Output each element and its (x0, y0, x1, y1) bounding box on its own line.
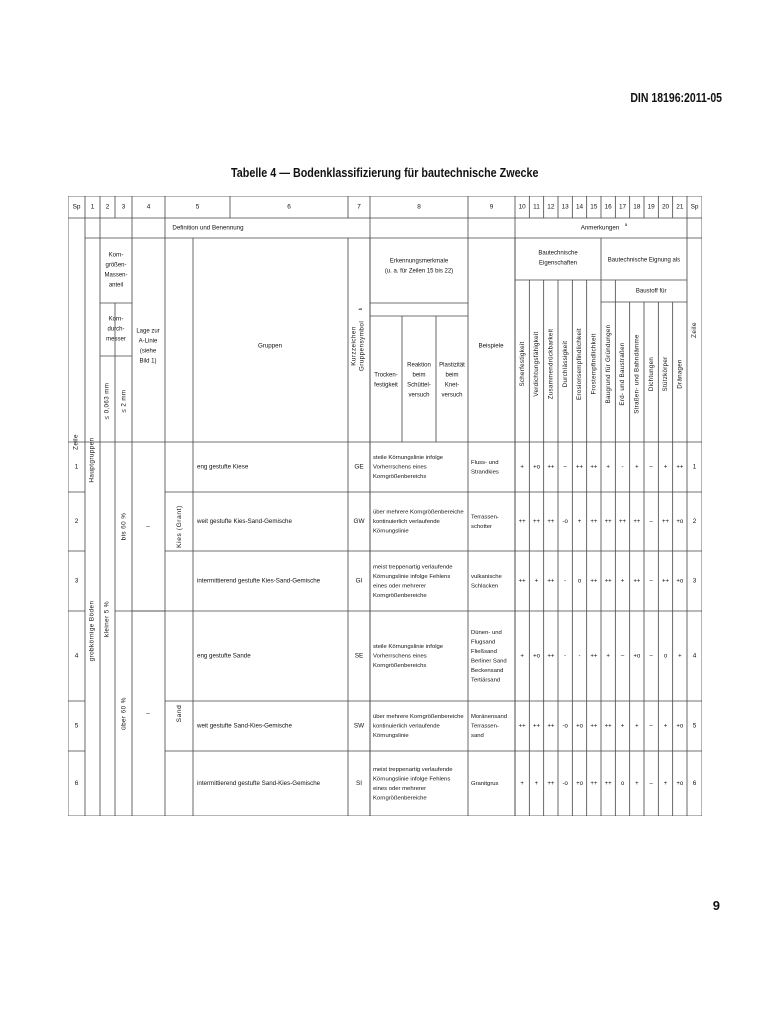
document-id: DIN 18196:2011-05 (630, 91, 722, 105)
plastizitaet-header: Plastizität (439, 362, 465, 369)
row-6-merkmal: eines oder mehrerer (373, 785, 427, 792)
header-le-2mm: ≤ 2 mm (120, 389, 128, 413)
row-2-rating-11: ++ (532, 519, 541, 526)
row-6-rating-13: -o (562, 781, 568, 788)
row-3-merkmal: meist treppenartig verlaufende (373, 564, 453, 571)
row-4-rating-20: o (663, 653, 668, 660)
row-3-beispiel: Schlacken (471, 583, 499, 590)
row-4-rating-19: – (649, 653, 653, 660)
page-number: 9 (712, 898, 720, 913)
property-header-6: Frostempfindlichkeit (590, 333, 598, 395)
row-2-rating-16: ++ (604, 519, 612, 526)
property-header-1: Scherfestigkeit (518, 341, 526, 387)
row-3-zeile: 3 (74, 577, 79, 585)
column-number-2: 2 (105, 203, 110, 211)
suitability-header-1: Baugrund für Gründungen (604, 324, 612, 404)
hauptgruppen-header: Hauptgruppen (88, 437, 96, 483)
massenanteil-header: Massen- (104, 272, 128, 279)
massenanteil-header: anteil (108, 282, 124, 289)
gruppensymbol-header: Gruppensymbol (358, 320, 366, 372)
row-1-zeile: 1 (74, 463, 79, 471)
row-4-rating-16: + (606, 653, 610, 660)
row-4-beispiel: Beckensand (471, 667, 504, 674)
row-5-zeile-right: 5 (692, 722, 697, 730)
row-2-rating-14: + (577, 519, 582, 526)
row-4-rating-15: ++ (590, 653, 598, 660)
column-number-sp: Sp (72, 203, 81, 211)
massenanteil-header: Korn- (108, 252, 124, 259)
row-4-gruppe: eng gestufte Sande (197, 652, 251, 660)
row-4-merkmal: steile Körnungslinie infolge (373, 644, 444, 651)
row-1-gruppe: eng gestufte Kiese (197, 463, 249, 471)
row-1-rating-11: +o (533, 464, 540, 471)
row-5-rating-17: + (620, 723, 625, 730)
row-4-beispiel: Dünen- und (471, 629, 502, 636)
a-linie-header: Lage zur (136, 328, 160, 335)
row-5-merkmal: über mehrere Korngrößenbereiche (373, 714, 464, 721)
row-6-rating-16: ++ (604, 781, 612, 788)
erkennungsmerkmale-header: (u. a. für Zeilen 15 bis 22) (384, 268, 454, 275)
row-6-kurzzeichen: SI (355, 780, 363, 788)
row-2-gruppe: weit gestufte Kies-Sand-Gemische (197, 518, 292, 526)
trockenfestigkeit-header: Trocken- (374, 372, 398, 379)
column-number-12: 12 (547, 203, 555, 211)
kurzzeichen-header: Kurzzeichen (350, 326, 358, 366)
row-5-gruppe: weit gestufte Sand-Kies-Gemische (197, 722, 292, 730)
row-1-beispiel: Strandkies (471, 469, 499, 476)
label-kleiner-5-prozent: kleiner 5 % (103, 600, 111, 638)
column-number-19: 19 (647, 203, 655, 211)
row-3-rating-11: + (534, 578, 539, 585)
a-linie-header: (siehe (139, 348, 157, 355)
row-3-rating-14: o (577, 578, 582, 585)
row-5-beispiel: Moränensand (471, 714, 508, 721)
row-1-merkmal: steile Körnungslinie infolge (373, 455, 444, 462)
row-2-rating-21: +o (676, 519, 684, 526)
row-6-rating-21: +o (676, 781, 684, 788)
column-number-18: 18 (633, 203, 641, 211)
row-3-merkmal: Korngrößenbereiche (373, 592, 427, 599)
row-2-rating-12: ++ (547, 519, 555, 526)
row-1-beispiel: Fluss- und (471, 459, 499, 466)
row-1-rating-18: + (635, 464, 639, 471)
row-3-rating-10: ++ (518, 578, 526, 585)
property-header-2: Verdichtungsfähigkeit (533, 331, 541, 397)
row-2-zeile-right: 2 (692, 518, 697, 526)
row-6-rating-12: ++ (547, 781, 555, 788)
row-6-rating-19: – (649, 781, 653, 788)
row-4-rating-14: - (578, 653, 581, 660)
row-5-rating-18: + (635, 723, 639, 730)
label-kies-grant: Kies (Grant) (175, 505, 183, 548)
column-number-6: 6 (287, 203, 291, 211)
row-1-rating-17: - (621, 464, 624, 471)
suitability-header-4: Dichtungen (647, 356, 655, 392)
row-3-zeile-right: 3 (692, 577, 697, 585)
gruppen-header: Gruppen (257, 342, 283, 350)
row-5-rating-16: ++ (604, 723, 612, 730)
row-6-merkmal: Körnungslinie infolge Fehlens (373, 776, 451, 783)
row-3-rating-16: ++ (604, 578, 612, 585)
korndurchmesser-header: durch- (107, 326, 125, 333)
row-3-rating-20: ++ (661, 578, 670, 585)
row-5-rating-19: – (649, 723, 653, 730)
row-6-zeile: 6 (74, 780, 79, 788)
row-1-rating-21: ++ (676, 464, 684, 471)
row-4-merkmal: Vorherrschens eines (373, 653, 427, 660)
property-header-3: Zusammendrückbarkeit (547, 328, 555, 400)
row-2-merkmal: kontinuierlich verlaufende (373, 519, 440, 526)
row-2-beispiel: Terrassen- (471, 514, 499, 521)
row-5-zeile: 5 (74, 722, 79, 730)
row-5-rating-20: + (663, 723, 668, 730)
reaktion-header: beim (412, 372, 426, 379)
row-6-merkmal: meist treppenartig verlaufende (373, 766, 453, 773)
column-number-10: 10 (518, 203, 526, 211)
erkennungsmerkmale-header: Erkennungsmerkmale (389, 258, 449, 265)
row-6-rating-20: + (663, 781, 668, 788)
row-4-rating-17: – (620, 653, 625, 660)
column-number-5: 5 (195, 203, 200, 211)
trockenfestigkeit-header: festigkeit (374, 382, 398, 389)
row-3-merkmal: eines oder mehrerer (373, 583, 427, 590)
row-6-beispiel: Granitgrus (471, 781, 499, 788)
row-3-rating-12: ++ (547, 578, 555, 585)
row-5-rating-14: +o (576, 723, 583, 730)
anmerkungen-header: Anmerkungen (580, 224, 620, 232)
row-5-beispiel: Terrassen- (471, 723, 499, 730)
kurzzeichen-footnote: b (358, 307, 364, 311)
row-2-beispiel: schotter (471, 523, 492, 530)
label-a-linie-lower: – (146, 710, 150, 718)
korndurchmesser-header: Korn- (108, 316, 124, 323)
row-3-rating-19: – (649, 578, 653, 585)
row-6-rating-15: ++ (590, 781, 598, 788)
row-6-rating-18: + (635, 781, 639, 788)
row-4-zeile: 4 (74, 652, 79, 660)
zeile-header: Zeile (72, 434, 80, 450)
row-6-rating-11: + (534, 781, 539, 788)
header-le-0-063mm: ≤ 0,063 mm (103, 382, 111, 420)
row-3-rating-13: - (564, 578, 567, 585)
row-1-rating-13: – (563, 464, 567, 471)
korndurchmesser-header: messer (106, 336, 126, 343)
row-5-rating-11: ++ (532, 723, 541, 730)
reaktion-header: Schüttel- (407, 382, 431, 389)
row-4-merkmal: Korngrößenbereichs (373, 663, 427, 670)
row-5-merkmal: Körnungslinie (373, 733, 409, 740)
column-number-14: 14 (575, 203, 584, 211)
row-4-beispiel: Berliner Sand (471, 658, 507, 665)
row-4-rating-21: + (678, 653, 682, 660)
row-2-rating-17: ++ (618, 519, 627, 526)
row-3-rating-17: + (620, 578, 625, 585)
column-number-sp-right: Sp (690, 203, 699, 211)
row-6-merkmal: Korngrößenbereiche (373, 795, 427, 802)
row-5-beispiel: sand (471, 733, 484, 740)
row-4-rating-18: +o (633, 653, 641, 660)
column-number-1: 1 (90, 203, 95, 211)
row-4-zeile-right: 4 (692, 652, 697, 660)
bautechnische-eigenschaften-header: Eigenschaften (538, 260, 578, 267)
row-5-kurzzeichen: SW (353, 722, 365, 730)
column-number-20: 20 (661, 203, 670, 211)
label-bis-60-prozent: bis 60 % (120, 512, 128, 541)
row-3-rating-21: +o (676, 578, 684, 585)
label-a-linie-upper: – (146, 523, 150, 531)
property-header-5: Erosionsempfindlichkeit (576, 328, 584, 400)
property-header-4: Durchlässigkeit (561, 340, 569, 388)
row-4-beispiel: Flugsand (471, 639, 496, 646)
table-title: Tabelle 4 — Bodenklassifizierung für bautechnische Zwecke (231, 166, 539, 180)
label-grobkoernige-boeden: grobkörnige Böden (88, 600, 96, 662)
suitability-header-6: Dränagen (676, 359, 684, 389)
row-2-merkmal: über mehrere Korngrößenbereiche (373, 509, 464, 516)
row-2-rating-18: ++ (633, 519, 641, 526)
row-1-kurzzeichen: GE (354, 463, 364, 471)
beispiele-header: Beispiele (478, 342, 504, 350)
row-3-rating-15: ++ (590, 578, 598, 585)
row-1-rating-10: + (520, 464, 524, 471)
row-4-beispiel: Fließsand (471, 648, 497, 655)
column-number-7: 7 (357, 203, 361, 211)
row-4-rating-13: - (564, 653, 567, 660)
row-4-kurzzeichen: SE (354, 652, 364, 660)
row-4-rating-11: +o (533, 653, 540, 660)
row-3-rating-18: ++ (633, 578, 641, 585)
row-4-rating-10: + (520, 653, 524, 660)
column-number-21: 21 (676, 203, 684, 211)
column-number-8: 8 (417, 203, 421, 211)
reaktion-header: versuch (408, 392, 430, 399)
label-sand: Sand (175, 704, 183, 723)
row-1-rating-12: ++ (547, 464, 555, 471)
label-ueber-60-prozent: über 60 % (120, 697, 128, 730)
reaktion-header: Reaktion (407, 362, 431, 369)
row-5-rating-21: +o (676, 723, 684, 730)
row-1-merkmal: Korngrößenbereichs (373, 474, 427, 481)
column-number-13: 13 (561, 203, 569, 211)
row-3-merkmal: Körnungslinie infolge Fehlens (373, 573, 451, 580)
row-4-beispiel: Tertiärsand (471, 677, 501, 684)
row-2-zeile: 2 (74, 518, 79, 526)
row-3-kurzzeichen: GI (355, 577, 363, 585)
column-number-16: 16 (604, 203, 612, 211)
soil-classification-table (68, 196, 702, 816)
row-6-gruppe: intermittierend gestufte Sand-Kies-Gemische (197, 780, 321, 788)
row-3-gruppe: intermittierend gestufte Kies-Sand-Gemische (197, 577, 321, 585)
column-number-4: 4 (146, 203, 151, 211)
row-6-zeile-right: 6 (692, 780, 697, 788)
row-5-rating-12: ++ (547, 723, 555, 730)
row-2-rating-20: ++ (661, 519, 670, 526)
column-number-3: 3 (121, 203, 126, 211)
row-6-rating-14: +o (576, 781, 583, 788)
row-1-rating-15: ++ (590, 464, 598, 471)
suitability-header-3: Straßen- und Bahndämme (633, 334, 641, 414)
row-1-rating-20: + (663, 464, 668, 471)
row-2-rating-15: ++ (590, 519, 598, 526)
row-2-kurzzeichen: GW (353, 518, 365, 526)
a-linie-header: A-Linie (138, 338, 158, 345)
definition-header: Definition und Benennung (172, 224, 244, 232)
bautechnische-eigenschaften-header: Bautechnische (538, 250, 578, 257)
plastizitaet-header: versuch (441, 392, 463, 399)
plastizitaet-header: beim (445, 372, 459, 379)
anmerkungen-footnote: a (624, 222, 628, 228)
suitability-header-5: Stützkörper (662, 356, 670, 392)
row-1-zeile-right: 1 (692, 463, 697, 471)
row-1-rating-16: + (606, 464, 610, 471)
row-5-rating-15: ++ (590, 723, 598, 730)
baustoff-fuer-header: Baustoff für (635, 288, 667, 295)
row-2-merkmal: Körnungslinie (373, 528, 409, 535)
plastizitaet-header: Knet- (444, 382, 460, 389)
column-number-11: 11 (533, 203, 540, 211)
column-number-9: 9 (489, 203, 494, 211)
a-linie-header: Bild 1) (139, 358, 157, 365)
row-1-rating-14: ++ (575, 464, 584, 471)
suitability-header-2: Erd- und Baustraßen (619, 342, 627, 406)
row-1-rating-19: – (649, 464, 653, 471)
row-6-rating-17: o (620, 781, 625, 788)
massenanteil-header: größen- (105, 262, 127, 269)
row-5-rating-10: ++ (518, 723, 526, 730)
row-2-rating-13: -o (562, 519, 568, 526)
row-4-rating-12: ++ (547, 653, 555, 660)
row-6-rating-10: + (520, 781, 524, 788)
column-number-15: 15 (590, 203, 598, 211)
row-5-rating-13: -o (562, 723, 568, 730)
bautechnische-eignung-header: Bautechnische Eignung als (607, 257, 681, 264)
zeile-header-right: Zeile (691, 322, 699, 338)
row-5-merkmal: kontinuierlich verlaufende (373, 723, 440, 730)
row-2-rating-19: – (649, 519, 653, 526)
row-3-beispiel: vulkanische (471, 573, 502, 580)
row-2-rating-10: ++ (518, 519, 526, 526)
column-number-17: 17 (618, 203, 627, 211)
row-1-merkmal: Vorherrschens eines (373, 464, 427, 471)
